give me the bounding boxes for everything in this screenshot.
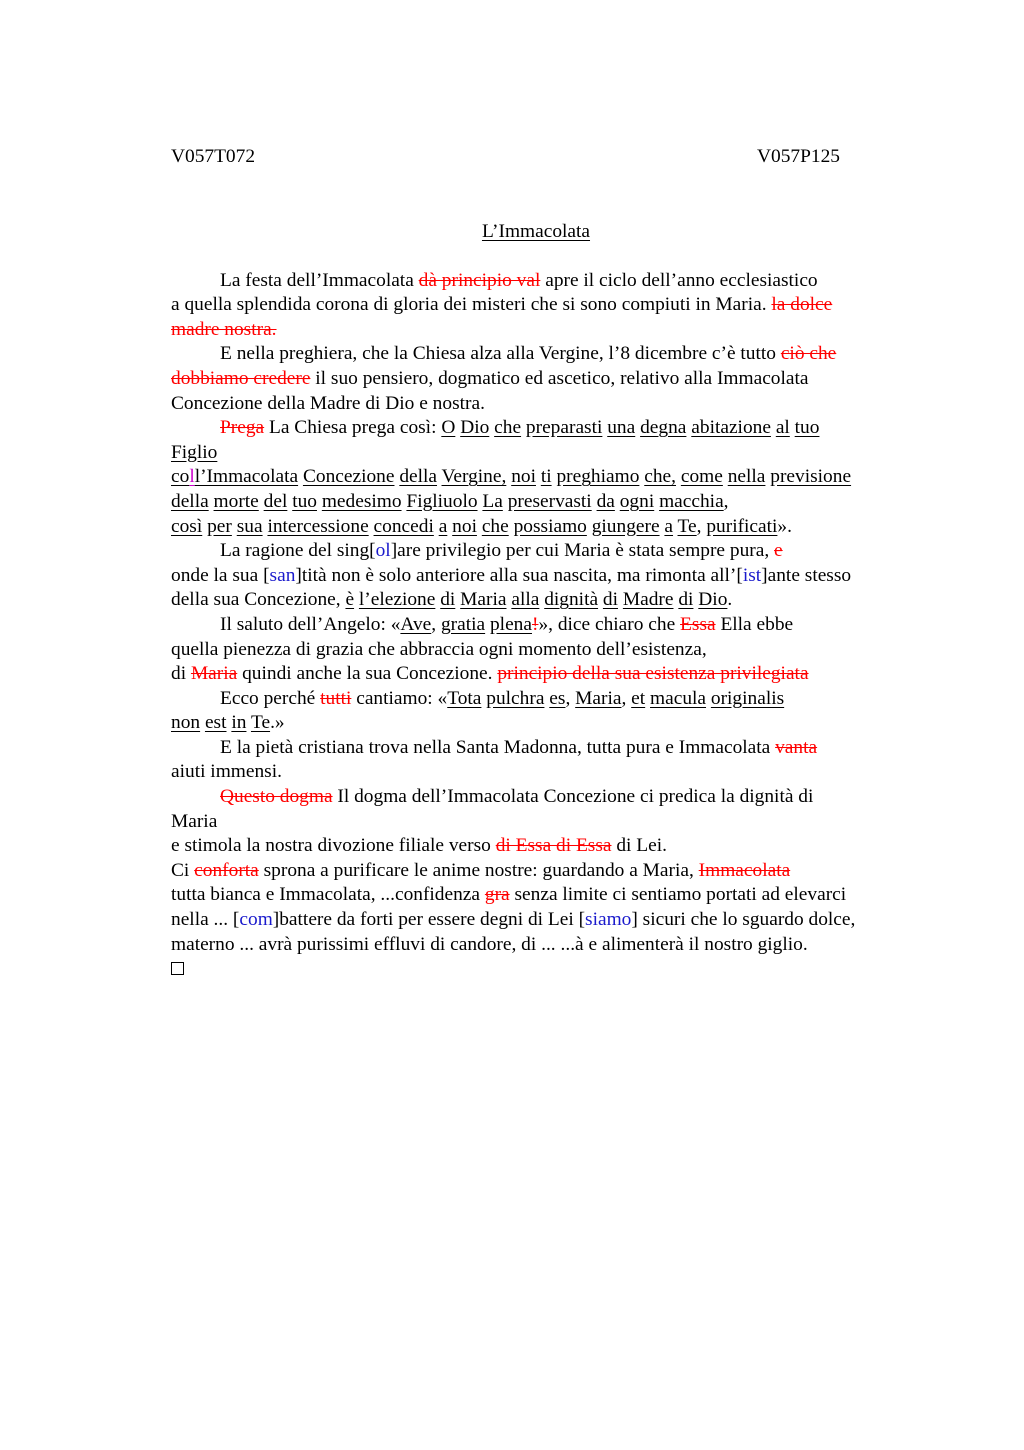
text-run: . xyxy=(727,589,733,611)
text-line xyxy=(171,834,901,859)
deleted-text: Questo dogma xyxy=(220,786,333,808)
text-line xyxy=(171,859,901,884)
underlined-text: La xyxy=(482,490,503,512)
text-run: di xyxy=(171,663,191,685)
underlined-text: Te xyxy=(677,515,697,537)
underlined-text: nella xyxy=(727,466,766,488)
text-line xyxy=(171,490,901,515)
text-run: materno ... avrà purissimi effluvi di candore, di ... ...à e alimenterà il nostro giglio. xyxy=(171,933,808,955)
underlined-text: Vergine, xyxy=(441,466,507,488)
underlined-text: noi xyxy=(511,466,536,488)
deleted-text: Prega xyxy=(220,417,265,439)
underlined-text: Figlio xyxy=(171,441,218,463)
underlined-text: a xyxy=(664,515,674,537)
square-outline-icon xyxy=(171,962,184,975)
underlined-text: Maria xyxy=(575,687,622,709)
text-line xyxy=(171,785,901,810)
underlined-text: et xyxy=(631,687,646,709)
underlined-text: del xyxy=(263,490,288,512)
text-run: ]battere da forti per essere degni di Lei [ xyxy=(272,909,586,931)
underlined-text: purificati xyxy=(706,515,778,537)
underlined-text: Ave xyxy=(400,613,432,635)
text-run: , xyxy=(621,687,632,709)
inserted-text: san xyxy=(269,564,296,586)
text-run: Il dogma dell’Immacolata Concezione ci predica la dignità di xyxy=(332,786,814,808)
text-line xyxy=(171,908,901,933)
underlined-text: preparasti xyxy=(525,417,603,439)
underlined-text: è xyxy=(345,589,355,611)
underlined-text: di xyxy=(602,589,619,611)
text-line xyxy=(171,711,901,736)
text-run: », dice chiaro che xyxy=(538,613,681,635)
deleted-text: ! xyxy=(531,613,539,635)
text-run: La ragione del sing[ xyxy=(220,540,376,562)
underlined-text: co xyxy=(171,466,190,488)
underlined-text: in xyxy=(231,712,247,734)
text-line xyxy=(171,736,901,761)
underlined-text: che xyxy=(481,515,509,537)
underlined-text: per xyxy=(207,515,232,537)
text-run: E la pietà cristiana trova nella Santa Madonna, tutta pura e Immacolata xyxy=(220,736,776,758)
underlined-text: tuo xyxy=(794,417,820,439)
text-run: , xyxy=(431,613,441,635)
underlined-text: plena xyxy=(489,613,532,635)
underlined-text: una xyxy=(607,417,636,439)
deleted-text: Maria xyxy=(190,663,238,685)
text-run: , xyxy=(723,490,729,512)
deleted-text: di Essa di Essa xyxy=(495,835,612,857)
underlined-text: pulchra xyxy=(486,687,545,709)
text-line xyxy=(171,564,901,589)
underlined-text: est xyxy=(204,712,227,734)
underlined-text: sua xyxy=(236,515,263,537)
underlined-text: macula xyxy=(650,687,707,709)
text-line xyxy=(171,293,901,318)
text-run: ]are privilegio per cui Maria è stata sempre pura, xyxy=(390,540,775,562)
deleted-text: dobbiamo credere xyxy=(171,367,311,389)
text-run: tutta bianca e Immacolata, ...confidenza xyxy=(171,884,485,906)
text-run: quella pienezza di grazia che abbraccia ogni momento dell’esistenza, xyxy=(171,638,707,660)
underlined-text: preghiamo xyxy=(556,466,640,488)
text-run: Concezione della Madre di Dio e nostra. xyxy=(171,392,485,414)
text-run: quindi anche la sua Concezione. xyxy=(237,663,498,685)
underlined-text: a xyxy=(438,515,448,537)
underlined-text: O xyxy=(441,417,456,439)
underlined-text: l’Immacolata xyxy=(194,466,299,488)
page-code: V057P125 xyxy=(757,146,840,167)
underlined-text: della xyxy=(171,490,209,512)
document-code: V057T072 xyxy=(171,146,256,167)
deleted-text: Essa xyxy=(680,613,716,635)
underlined-text: ti xyxy=(540,466,552,488)
text-run: apre il ciclo dell’anno ecclesiastico xyxy=(540,269,818,291)
underlined-text: al xyxy=(775,417,790,439)
text-run: E nella preghiera, che la Chiesa alza alla Vergine, l’8 dicembre c’è tutto xyxy=(220,343,781,365)
underlined-text: originalis xyxy=(710,687,785,709)
text-run: Il saluto dell’Angelo: « xyxy=(220,613,401,635)
text-run: Ecco perché xyxy=(220,687,321,709)
underlined-text: così xyxy=(171,515,203,537)
underlined-text: previsione xyxy=(770,466,852,488)
underlined-text: l’elezione xyxy=(358,589,436,611)
underlined-text: ogni xyxy=(619,490,655,512)
underlined-text: Dio xyxy=(698,589,728,611)
text-run: e stimola la nostra divozione filiale verso xyxy=(171,835,496,857)
underlined-text: di xyxy=(678,589,694,611)
underlined-text: concedi xyxy=(373,515,434,537)
underlined-text: non xyxy=(171,712,201,734)
deleted-text: principio della sua esistenza privilegiata xyxy=(497,663,809,685)
deleted-text: la dolce xyxy=(771,294,833,316)
deleted-text: e xyxy=(774,540,783,562)
inserted-text: ist xyxy=(742,564,762,586)
text-run: ]ante stesso xyxy=(761,564,852,586)
underlined-text: Te xyxy=(250,712,271,734)
text-run: La festa dell’Immacolata xyxy=(220,269,419,291)
underlined-text: morte xyxy=(213,490,259,512)
deleted-text: Immacolata xyxy=(698,859,791,881)
text-run: ]tità non è solo anteriore alla sua nascita, ma rimonta all’[ xyxy=(295,564,743,586)
text-run: aiuti immensi. xyxy=(171,761,282,783)
text-line xyxy=(171,441,901,466)
underlined-text: tuo xyxy=(292,490,317,512)
underlined-text: dignità xyxy=(544,589,599,611)
underlined-text: che xyxy=(494,417,522,439)
document-title: L’Immacolata xyxy=(481,221,591,242)
text-run: di Lei. xyxy=(611,835,667,857)
underlined-text: della xyxy=(399,466,438,488)
underlined-text: alla xyxy=(511,589,540,611)
underlined-text: medesimo xyxy=(321,490,402,512)
deleted-text: conforta xyxy=(194,859,259,881)
text-line xyxy=(171,760,901,785)
text-line xyxy=(171,342,901,367)
text-line xyxy=(171,613,901,638)
text-line xyxy=(171,662,901,687)
underlined-text: preservasti xyxy=(507,490,592,512)
text-line xyxy=(171,933,901,958)
inserted-text: siamo xyxy=(585,909,632,931)
deleted-text: gra xyxy=(484,884,510,906)
deleted-text: tutti xyxy=(320,687,352,709)
underlined-text: Tota xyxy=(447,687,482,709)
underlined-text: Dio xyxy=(460,417,490,439)
text-line xyxy=(171,515,901,540)
text-run: Ella ebbe xyxy=(715,613,794,635)
deleted-text: ciò che xyxy=(780,343,837,365)
underlined-text: noi xyxy=(452,515,477,537)
text-line xyxy=(171,269,901,294)
text-line xyxy=(171,318,901,343)
text-line xyxy=(171,883,901,908)
underlined-text: Concezione xyxy=(302,466,395,488)
text-run: , xyxy=(565,687,576,709)
text-line xyxy=(171,416,901,441)
underlined-text: degna xyxy=(640,417,687,439)
underlined-text: di xyxy=(440,589,456,611)
deleted-text: dà principio val xyxy=(418,269,541,291)
text-run: ] sicuri che lo sguardo dolce, xyxy=(631,909,856,931)
text-run: sprona a purificare le anime nostre: guardando a Maria, xyxy=(258,859,699,881)
text-line xyxy=(171,638,901,663)
text-line xyxy=(171,687,901,712)
underlined-text: possiamo xyxy=(513,515,587,537)
text-run: onde la sua [ xyxy=(171,564,270,586)
text-run: senza limite ci sentiamo portati ad elevarci xyxy=(509,884,847,906)
text-run: Maria xyxy=(171,810,218,832)
text-line xyxy=(171,465,901,490)
inserted-text: com xyxy=(239,909,273,931)
text-line xyxy=(171,810,901,835)
underlined-text: come xyxy=(680,466,723,488)
underlined-text: da xyxy=(596,490,615,512)
underlined-text: intercessione xyxy=(267,515,369,537)
underlined-text: che, xyxy=(644,466,677,488)
text-line xyxy=(171,367,901,392)
highlighted-text: l xyxy=(189,466,195,488)
text-run: ». xyxy=(777,515,792,537)
inserted-text: ol xyxy=(375,540,391,562)
text-run: il suo pensiero, dogmatico ed ascetico, relativo alla Immacolata xyxy=(310,367,809,389)
text-line xyxy=(171,588,901,613)
underlined-text: gratia xyxy=(440,613,486,635)
underlined-text: giungere xyxy=(591,515,660,537)
document-body xyxy=(171,269,901,958)
text-run: Ci xyxy=(171,859,195,881)
underlined-text: macchia xyxy=(659,490,724,512)
text-run: La Chiesa prega così: xyxy=(264,417,442,439)
page-header xyxy=(171,145,901,171)
document-page xyxy=(171,145,901,975)
deleted-text: vanta xyxy=(775,736,818,758)
text-run: della sua Concezione, xyxy=(171,589,346,611)
text-run: a quella splendida corona di gloria dei misteri che si sono compiuti in Maria. xyxy=(171,294,772,316)
text-run: nella ... [ xyxy=(171,909,240,931)
text-run: .» xyxy=(270,712,285,734)
text-run: cantiamo: « xyxy=(351,687,448,709)
text-line xyxy=(171,392,901,417)
text-line xyxy=(171,539,901,564)
underlined-text: abitazione xyxy=(691,417,771,439)
underlined-text: es xyxy=(549,687,566,709)
deleted-text: madre nostra. xyxy=(171,318,277,340)
underlined-text: Maria xyxy=(460,589,507,611)
underlined-text: Madre xyxy=(622,589,674,611)
text-run: , xyxy=(696,515,707,537)
underlined-text: Figliuolo xyxy=(406,490,478,512)
